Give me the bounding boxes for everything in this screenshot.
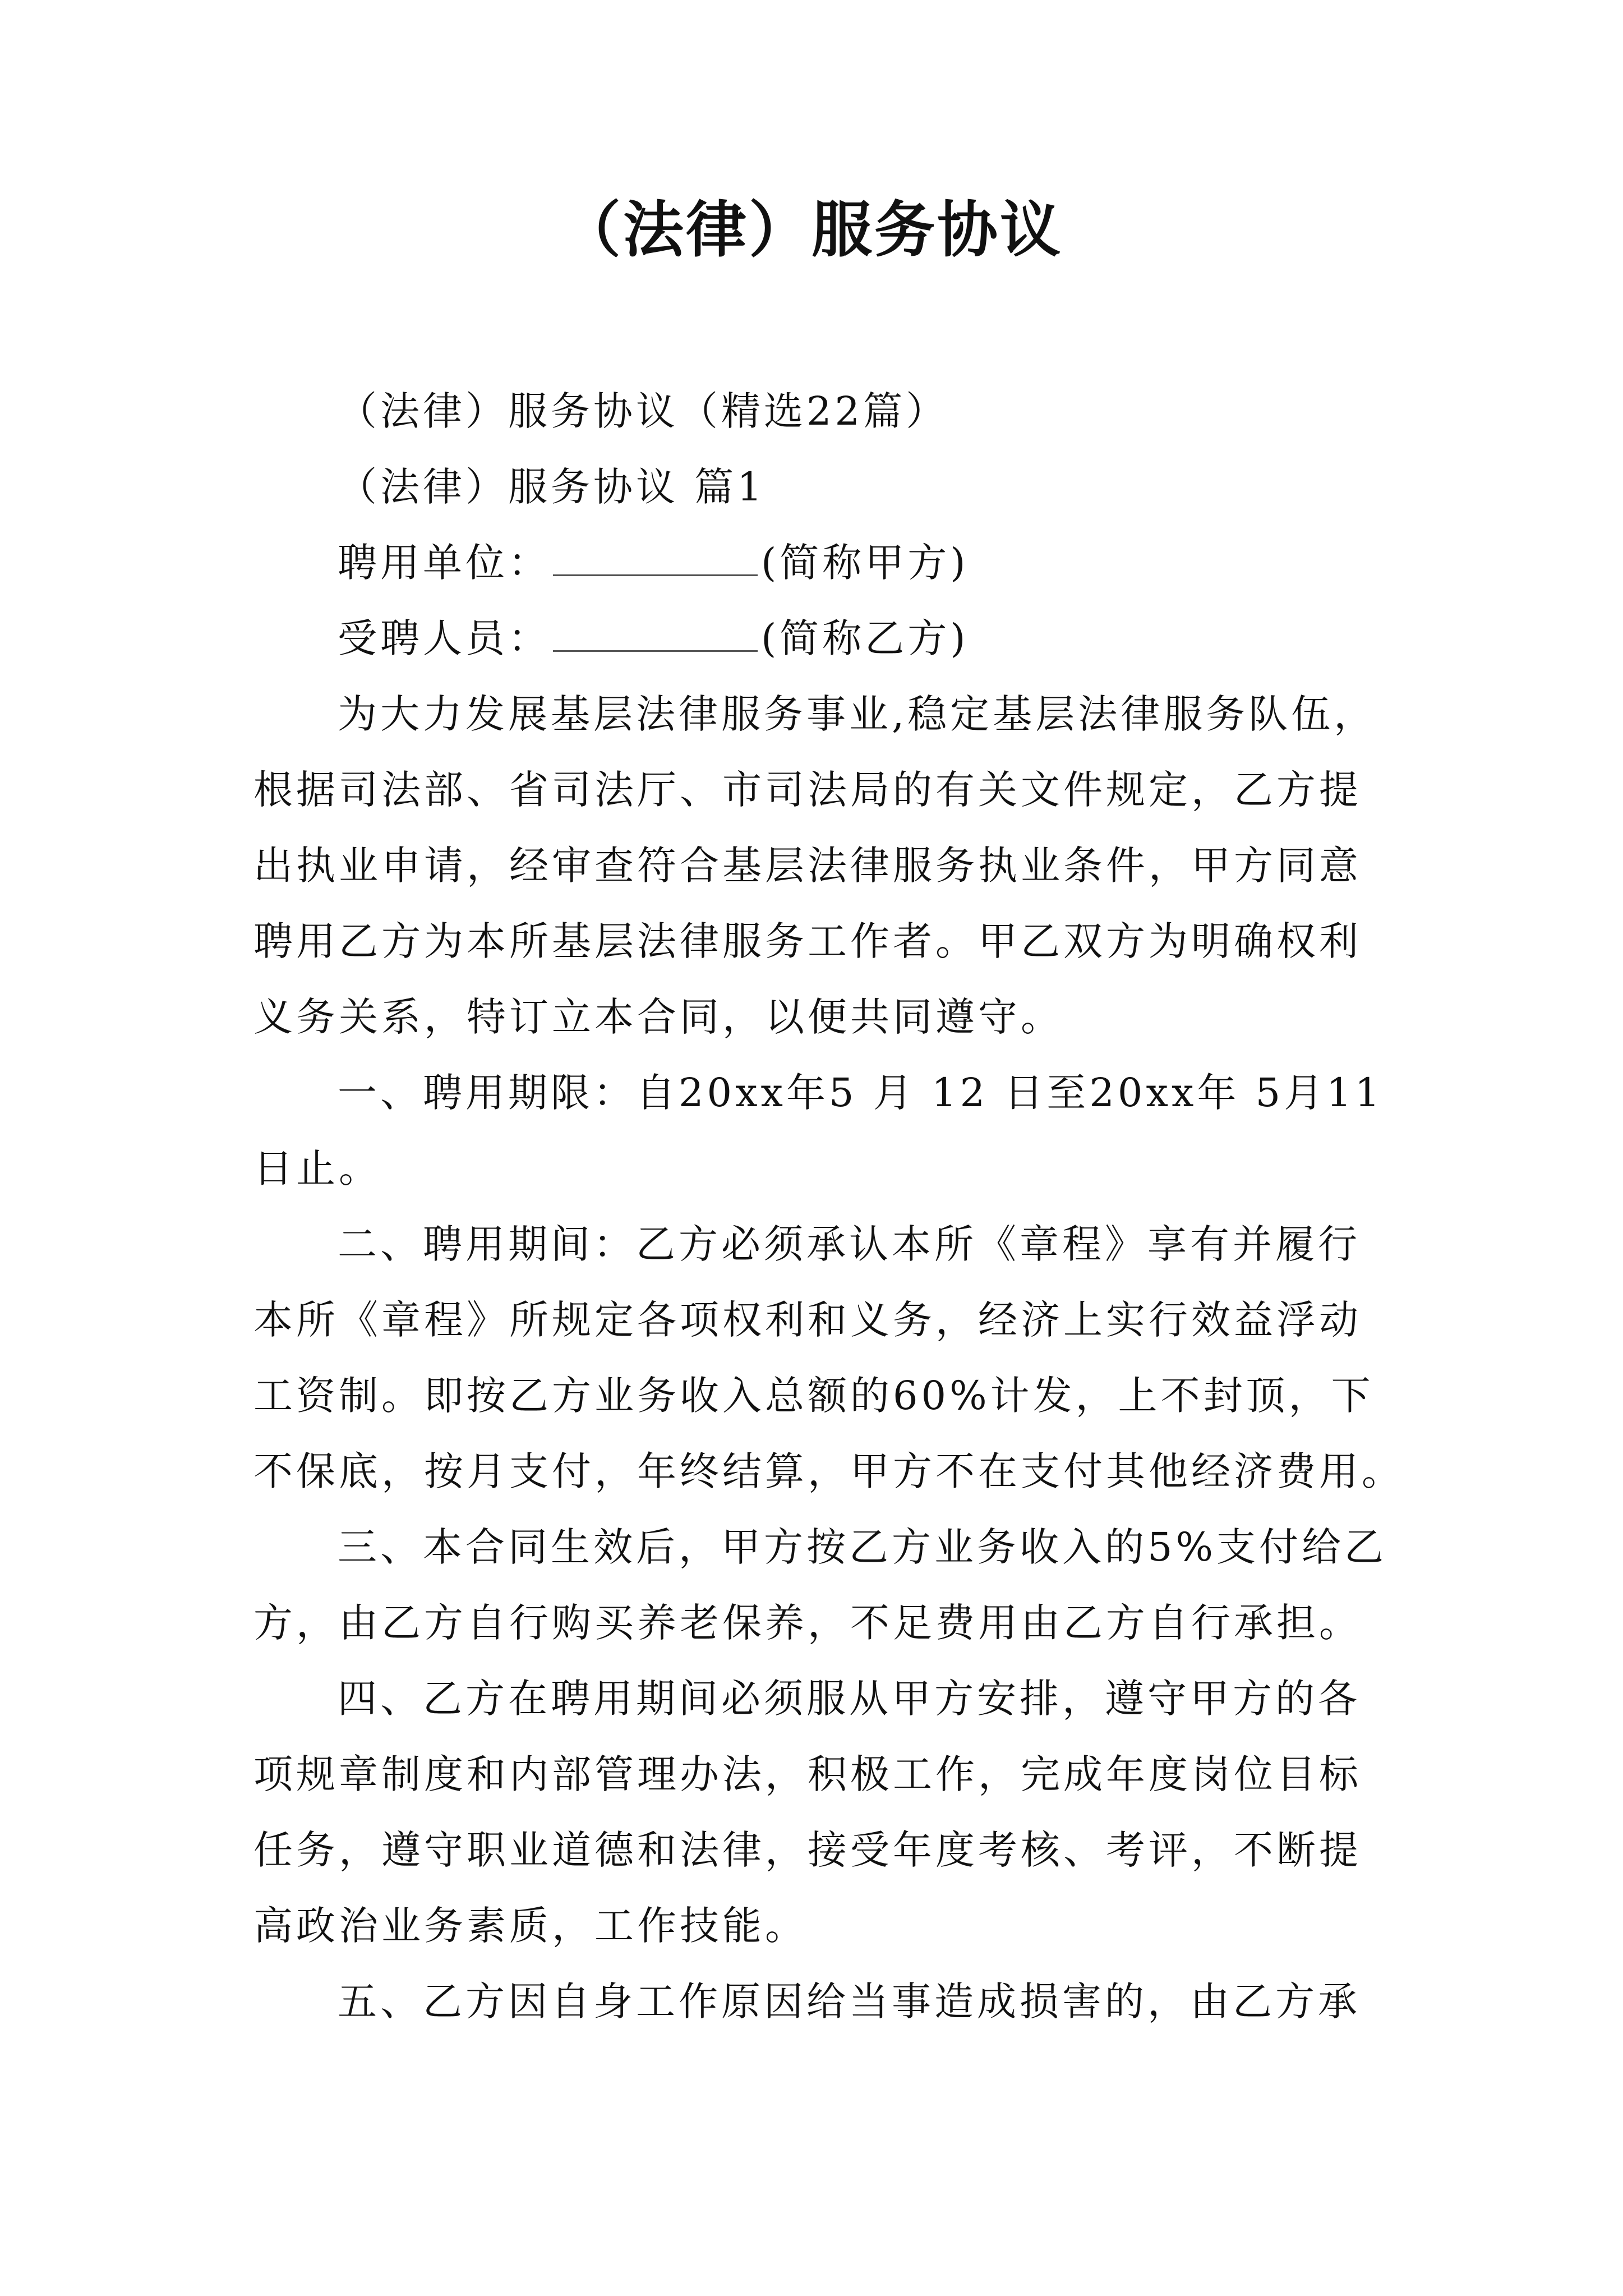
- body-line: 一、聘用期限：自20xx年5 月 12 日至20xx年 5月11: [338, 1070, 1384, 1116]
- body-line: 任务，遵守职业道德和法律，接受年度考核、考评，不断提: [253, 1827, 1362, 1873]
- body-line: 三、本合同生效后，甲方按乙方业务收入的5%支付给乙: [338, 1524, 1387, 1570]
- body-line: 聘用乙方为本所基层法律服务工作者。甲乙双方为明确权利: [253, 918, 1362, 964]
- employer-blank-line: [553, 537, 758, 576]
- body-line: 方，由乙方自行购买养老保养，不足费用由乙方自行承担。: [253, 1600, 1362, 1646]
- employee-suffix: (简称乙方): [761, 615, 969, 661]
- employer-field: [338, 536, 969, 590]
- body-line: 本所《章程》所规定各项权利和义务，经济上实行效益浮动: [253, 1297, 1362, 1343]
- body-line: 为大力发展基层法律服务事业,稳定基层法律服务队伍，: [338, 691, 1377, 737]
- employee-blank-line: [553, 613, 758, 652]
- body-line: 根据司法部、省司法厅、市司法局的有关文件规定，乙方提: [253, 767, 1362, 813]
- body-line: 二、聘用期间：乙方必须承认本所《章程》享有并履行: [338, 1221, 1361, 1267]
- employer-suffix: (简称甲方): [761, 540, 969, 586]
- body-line: 出执业申请，经审查符合基层法律服务执业条件，甲方同意: [253, 843, 1362, 889]
- section-heading: （法律）服务协议 篇1: [338, 464, 766, 510]
- body-line: 高政治业务素质，工作技能。: [253, 1903, 808, 1949]
- body-line: 五、乙方因自身工作原因给当事造成损害的，由乙方承: [338, 1978, 1361, 2024]
- employee-label: 受聘人员：: [338, 615, 551, 661]
- body-line: 四、乙方在聘用期间必须服从甲方安排，遵守甲方的各: [338, 1676, 1361, 1722]
- body-line: 不保底，按月支付，年终结算，甲方不在支付其他经济费用。: [253, 1448, 1404, 1494]
- body-line: 义务关系，特订立本合同，以便共同遵守。: [253, 994, 1063, 1040]
- document-title: （法律）服务协议: [560, 195, 1063, 265]
- body-line: 日止。: [253, 1145, 381, 1191]
- subtitle-line: （法律）服务协议（精选22篇）: [338, 388, 949, 434]
- body-line: 工资制。即按乙方业务收入总额的60%计发，上不封顶，下: [253, 1373, 1374, 1419]
- body-line: 项规章制度和内部管理办法，积极工作，完成年度岗位目标: [253, 1751, 1362, 1797]
- employee-field: [338, 611, 969, 665]
- employer-label: 聘用单位：: [338, 540, 551, 586]
